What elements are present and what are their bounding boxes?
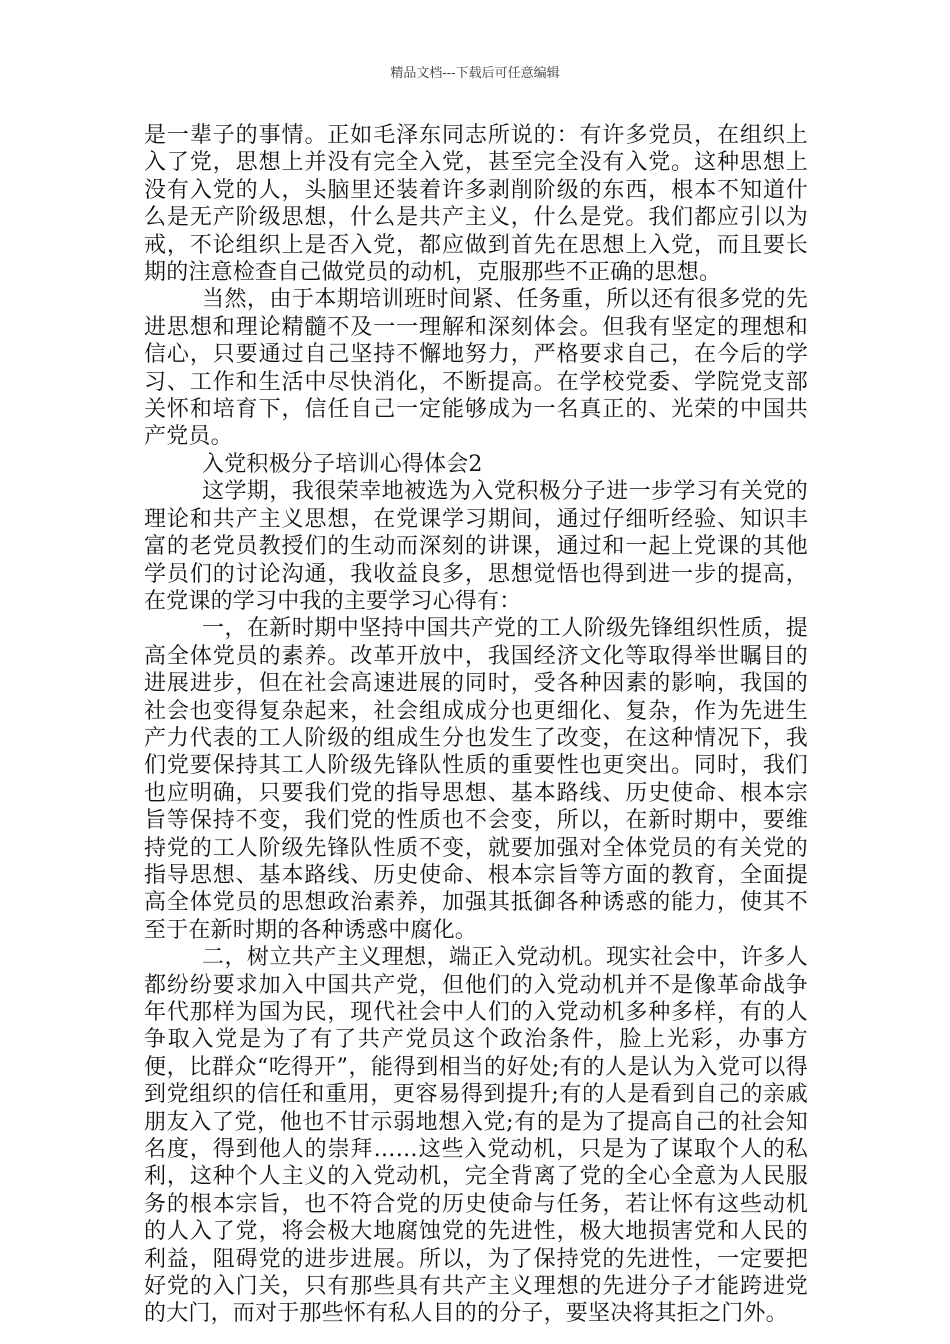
paragraph-point-two: 二，树立共产主义理想，端正入党动机。现实社会中，许多人都纷纷要求加入中国共产党，但他们的入党动机并不是像革命战争年代那样为国为民，现代社会中人们的入党动机多种多样，有的人争取入党是为了有了共产党员这个政治条件，脸上光彩，办事方便，比群众“吃得开”，能得到相当的好处;有的人是认为入党可以得到党组织的信任和重用，更容易得到提升;有的人是看到自己的亲戚朋友入了党，他也不甘示弱地想入党;有的是为了提高自己的社会知名度，得到他人的崇拜……这些入党动机，只是为了谋取个人的私利，这种个人主义的入党动机，完全背离了党的全心全意为人民服务的根本宗旨，也不符合党的历史使命与任务，若让怀有这些动机的人入了党，将会极大地腐蚀党的先进性，极大地损害党和人民的利益，阻碍党的进步进展。所以，为了保持党的先进性，一定要把好党的入门关，只有那些具有共产主义理想的先进分子才能跨进党的大门，而对于那些怀有私人目的的分子，要坚决将其拒之门外。 [144, 945, 808, 1327]
document-body [144, 122, 808, 1328]
paragraph-conclusion: 当然，由于本期培训班时间紧、任务重，所以还有很多党的先进思想和理论精髓不及一一理解和深刻体会。但我有坚定的理想和信心，只要通过自己坚持不懈地努力，严格要求自己，在今后的学习、工作和生活中尽快消化，不断提高。在学校党委、学院党支部关怀和培育下，信任自己一定能够成为一名真正的、光荣的中国共产党员。 [144, 287, 808, 450]
paragraph-intro: 这学期，我很荣幸地被选为入党积极分子进一步学习有关党的理论和共产主义思想，在党课学习期间，通过仔细听经验、知识丰富的老党员教授们的生动而深刻的讲课，通过和一起上党课的其他学员们的讨论沟通，我收益良多，思想觉悟也得到进一步的提高，在党课的学习中我的主要学习心得有： [144, 479, 808, 614]
paragraph-point-one: 一，在新时期中坚持中国共产党的工人阶级先锋组织性质，提高全体党员的素养。改革开放中，我国经济文化等取得举世瞩目的进展进步，但在社会高速进展的同时，受各种因素的影响，我国的社会也变得复杂起来，社会组成成分也更细化、复杂，作为先进生产力代表的工人阶级的组成生分也发生了改变，在这种情况下，我们党要保持其工人阶级先锋队性质的重要性也更突出。同时，我们也应明确，只要我们党的指导思想、基本路线、历史使命、根本宗旨等保持不变，我们党的性质也不会变，所以，在新时期中，要维持党的工人阶级先锋队性质不变，就要加强对全体党员的有关党的指导思想、基本路线、历史使命、根本宗旨等方面的教育，全面提高全体党员的思想政治素养，加强其抵御各种诱惑的能力，使其不至于在新时期的各种诱惑中腐化。 [144, 616, 808, 943]
paragraph-continuation: 是一辈子的事情。正如毛泽东同志所说的：有许多党员，在组织上入了党，思想上并没有完全入党，甚至完全没有入党。这种思想上没有入党的人，头脑里还装着许多剥削阶级的东西，根本不知道什么是无产阶级思想，什么是共产主义，什么是党。我们都应引以为戒，不论组织上是否入党，都应做到首先在思想上入党，而且要长期的注意检查自己做党员的动机，克服那些不正确的思想。 [144, 123, 808, 286]
page-header: 精品文档---下载后可任意编辑 [390, 66, 560, 81]
section-title: 入党积极分子培训心得体会2 [202, 451, 483, 477]
